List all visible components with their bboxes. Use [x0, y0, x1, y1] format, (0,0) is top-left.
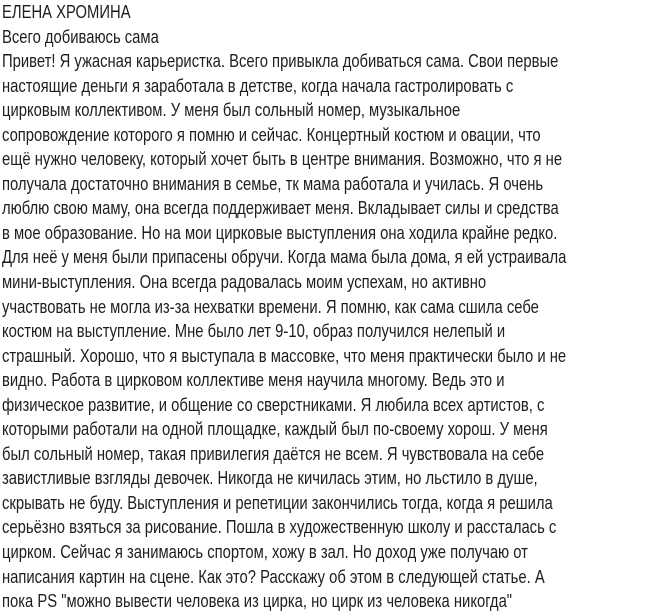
body-line: серьёзно взяться за рисование. Пошла в художественную школу и рассталась с [2, 516, 557, 538]
body-line: завистливые взгляды девочек. Никогда не кичилась этим, но льстило в душе, [2, 467, 538, 489]
body-line: цирковым коллективом. У меня был сольный номер, музыкальное [2, 99, 461, 121]
article-body [2, 49, 670, 614]
body-line: Привет! Я ужасная карьеристка. Всего привыкла добиваться сама. Свои первые [2, 50, 559, 72]
body-line: Для неё у меня были припасены обручи. Когда мама была дома, я ей устраивала [2, 246, 567, 268]
body-line: костюм на выступление. Мне было лет 9-10, образ получился нелепый и [2, 320, 506, 342]
body-line: получала достаточно внимания в семье, тк мама работала и училась. Я очень [2, 172, 544, 194]
body-line: люблю свою маму, она всегда поддерживает меня. Вкладывает силы и средства [2, 197, 559, 219]
body-line: мини-выступления. Она всегда радовалась моим успехам, но активно [2, 271, 487, 293]
body-line: физическое развитие, и общение со сверстниками. Я любила всех артистов, с [2, 393, 545, 415]
body-line: скрывать не буду. Выступления и репетиции закончились тогда, когда я решила [2, 491, 553, 513]
body-line: видно. Работа в цирковом коллективе меня научила многому. Ведь это и [2, 369, 505, 391]
body-line: настоящие деньги я заработала в детстве, когда начала гастролировать с [2, 74, 514, 96]
body-line: ещё нужно человеку, который хочет быть в центре внимания. Возможно, что я не [2, 148, 563, 170]
article-title: Всего добиваюсь сама [2, 25, 159, 47]
body-line: страшный. Хорошо, что я выступала в массовке, что меня практически было и не [2, 344, 567, 366]
body-line: в мое образование. Но на мои цирковые выступления она ходила крайне редко. [2, 221, 558, 243]
body-line: которыми работали на одной площадке, каждый был по-своему хорош. У меня [2, 418, 548, 440]
body-line: цирком. Сейчас я занимаюсь спортом, хожу в зал. Но доход уже получаю от [2, 541, 528, 563]
body-line: сопровождение которого я помню и сейчас. Концертный костюм и овации, что [2, 123, 541, 145]
body-line: пока PS "можно вывести человека из цирка, но цирк из человека никогда" [2, 590, 513, 612]
body-line: написания картин на сцене. Как это? Расскажу об этом в следующей статье. А [2, 565, 545, 587]
body-line: был сольный номер, такая привилегия даётся не всем. Я чувствовала на себе [2, 442, 545, 464]
article-author: ЕЛЕНА ХРОМИНА [2, 1, 131, 22]
body-line: участвовать не могла из-за нехватки времени. Я помню, как сама сшила себе [2, 295, 539, 317]
article [2, 0, 670, 614]
